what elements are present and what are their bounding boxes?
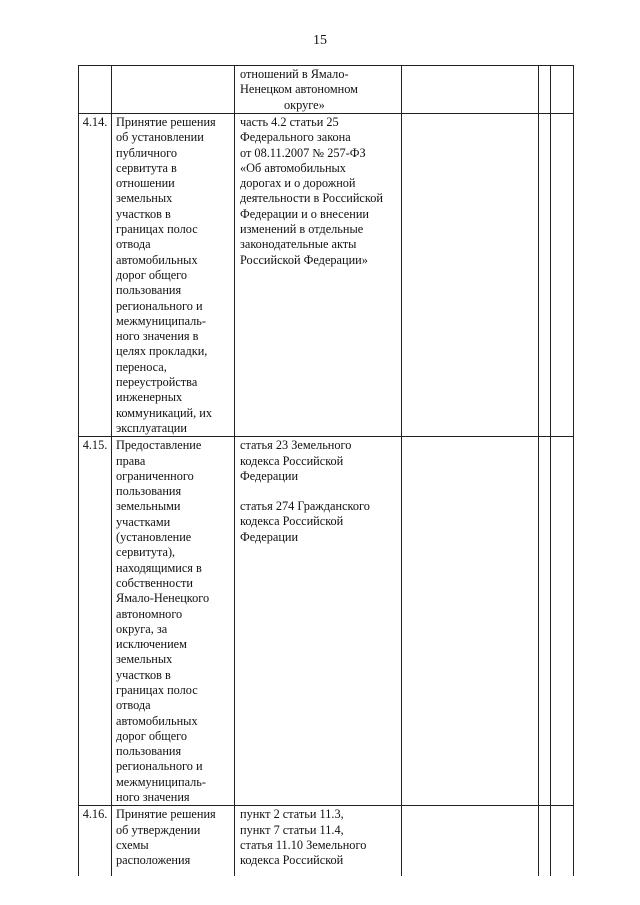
basis-line: дорогах и о дорожной	[240, 176, 356, 191]
row-number: 4.14.	[79, 114, 112, 437]
empty-cell	[539, 437, 551, 806]
basis-cell	[235, 66, 402, 114]
basis-line: часть 4.2 статьи 25	[240, 115, 339, 129]
row-number: 4.16.	[79, 806, 112, 876]
empty-cell	[402, 806, 539, 876]
name-line: участков в	[116, 206, 171, 221]
basis-line: отношений в Ямало-	[240, 67, 349, 81]
name-line: ного значения в	[116, 329, 199, 344]
name-line: публичного	[116, 145, 178, 160]
document-table-wrap	[78, 65, 574, 876]
name-cell	[112, 114, 235, 437]
name-line: схемы	[116, 837, 149, 852]
name-line: межмуниципаль-	[116, 313, 206, 328]
empty-cell	[539, 114, 551, 437]
empty-cell	[539, 66, 551, 114]
name-line: земельными	[116, 499, 181, 514]
name-line: целях прокладки,	[116, 344, 208, 359]
name-line: ограниченного	[116, 468, 194, 483]
basis-line: Федерации	[240, 529, 299, 544]
empty-cell	[402, 114, 539, 437]
basis-line: кодекса Российской	[240, 514, 344, 529]
name-cell	[112, 437, 235, 806]
name-line: межмуниципаль-	[116, 774, 206, 789]
basis-cell	[235, 437, 402, 806]
name-line: эксплуатации	[116, 420, 187, 435]
table-row-4-14	[79, 114, 574, 437]
basis-line: «Об автомобильных	[240, 160, 346, 175]
empty-cell	[539, 806, 551, 876]
empty-cell	[551, 66, 574, 114]
name-cell	[112, 806, 235, 876]
empty-cell	[551, 806, 574, 876]
name-line: расположения	[116, 853, 191, 868]
basis-line: статья 274 Гражданского	[240, 499, 370, 514]
name-line: пользования	[116, 744, 182, 759]
basis-line: кодекса Российской	[240, 853, 344, 868]
number-cell	[79, 66, 112, 114]
name-line: исключением	[116, 637, 187, 652]
name-line: земельных	[116, 191, 173, 206]
name-line: об установлении	[116, 130, 204, 145]
name-line: собственности	[116, 575, 193, 590]
basis-line: изменений в отдельные	[240, 222, 364, 237]
name-line: ного значения	[116, 790, 190, 805]
name-line: сервитута в	[116, 160, 177, 175]
name-line: дорог общего	[116, 267, 188, 282]
basis-line: округе»	[284, 97, 325, 112]
basis-cell	[235, 114, 402, 437]
basis-line: Федерального закона	[240, 130, 351, 145]
name-line: регионального и	[116, 759, 203, 774]
name-line: Принятие решения	[116, 807, 216, 822]
empty-cell	[551, 114, 574, 437]
name-line: об утверждении	[116, 822, 201, 837]
name-line: коммуникаций, их	[116, 405, 213, 420]
name-line: дорог общего	[116, 728, 188, 743]
name-line: отвода	[116, 698, 151, 713]
basis-line: пункт 2 статьи 11.3,	[240, 807, 344, 822]
basis-line: кодекса Российской	[240, 453, 344, 468]
name-line: автомобильных	[116, 713, 198, 728]
basis-line: Ненецком автономном	[240, 82, 358, 97]
name-line: земельных	[116, 652, 173, 667]
name-line: участками	[116, 514, 171, 529]
name-line: пользования	[116, 283, 182, 298]
name-line: инженерных	[116, 390, 183, 405]
name-line: границах полос	[116, 682, 198, 697]
basis-line: статья 23 Земельного	[240, 438, 352, 453]
basis-line: деятельности в Российской	[240, 191, 383, 206]
basis-line: Российской Федерации»	[240, 252, 368, 267]
name-line: Принятие решения	[116, 115, 216, 129]
table-row-4-15	[79, 437, 574, 806]
empty-cell	[402, 66, 539, 114]
name-line: находящимися в	[116, 560, 202, 575]
basis-line: Федерации	[240, 468, 299, 483]
name-line: округа, за	[116, 621, 168, 636]
table-row-continuation	[79, 66, 574, 114]
name-line: (установление	[116, 530, 192, 545]
empty-cell	[402, 437, 539, 806]
basis-line: законодательные акты	[240, 237, 357, 252]
basis-cell	[235, 806, 402, 876]
name-line: отвода	[116, 237, 151, 252]
name-line: переноса,	[116, 359, 167, 374]
name-line: права	[116, 453, 146, 468]
row-number: 4.15.	[79, 437, 112, 806]
basis-line: Федерации и о внесении	[240, 206, 369, 221]
basis-line: пункт 7 статьи 11.4,	[240, 822, 344, 837]
table-row-4-16	[79, 806, 574, 876]
name-line: автономного	[116, 606, 183, 621]
name-line: регионального и	[116, 298, 203, 313]
paragraph-gap	[240, 484, 399, 499]
name-line: пользования	[116, 484, 182, 499]
name-line: отношении	[116, 176, 175, 191]
name-line: Предоставление	[116, 438, 202, 453]
basis-line: от 08.11.2007 № 257-ФЗ	[240, 145, 366, 160]
name-line: переустройства	[116, 375, 198, 390]
basis-line: статья 11.10 Земельного	[240, 837, 367, 852]
legal-basis-table	[78, 65, 574, 876]
name-line: автомобильных	[116, 252, 198, 267]
name-cell	[112, 66, 235, 114]
name-line: границах полос	[116, 222, 198, 237]
page-number: 15	[313, 33, 327, 48]
empty-cell	[551, 437, 574, 806]
name-line: сервитута),	[116, 545, 176, 560]
name-line: участков в	[116, 667, 171, 682]
name-line: Ямало-Ненецкого	[116, 591, 210, 606]
